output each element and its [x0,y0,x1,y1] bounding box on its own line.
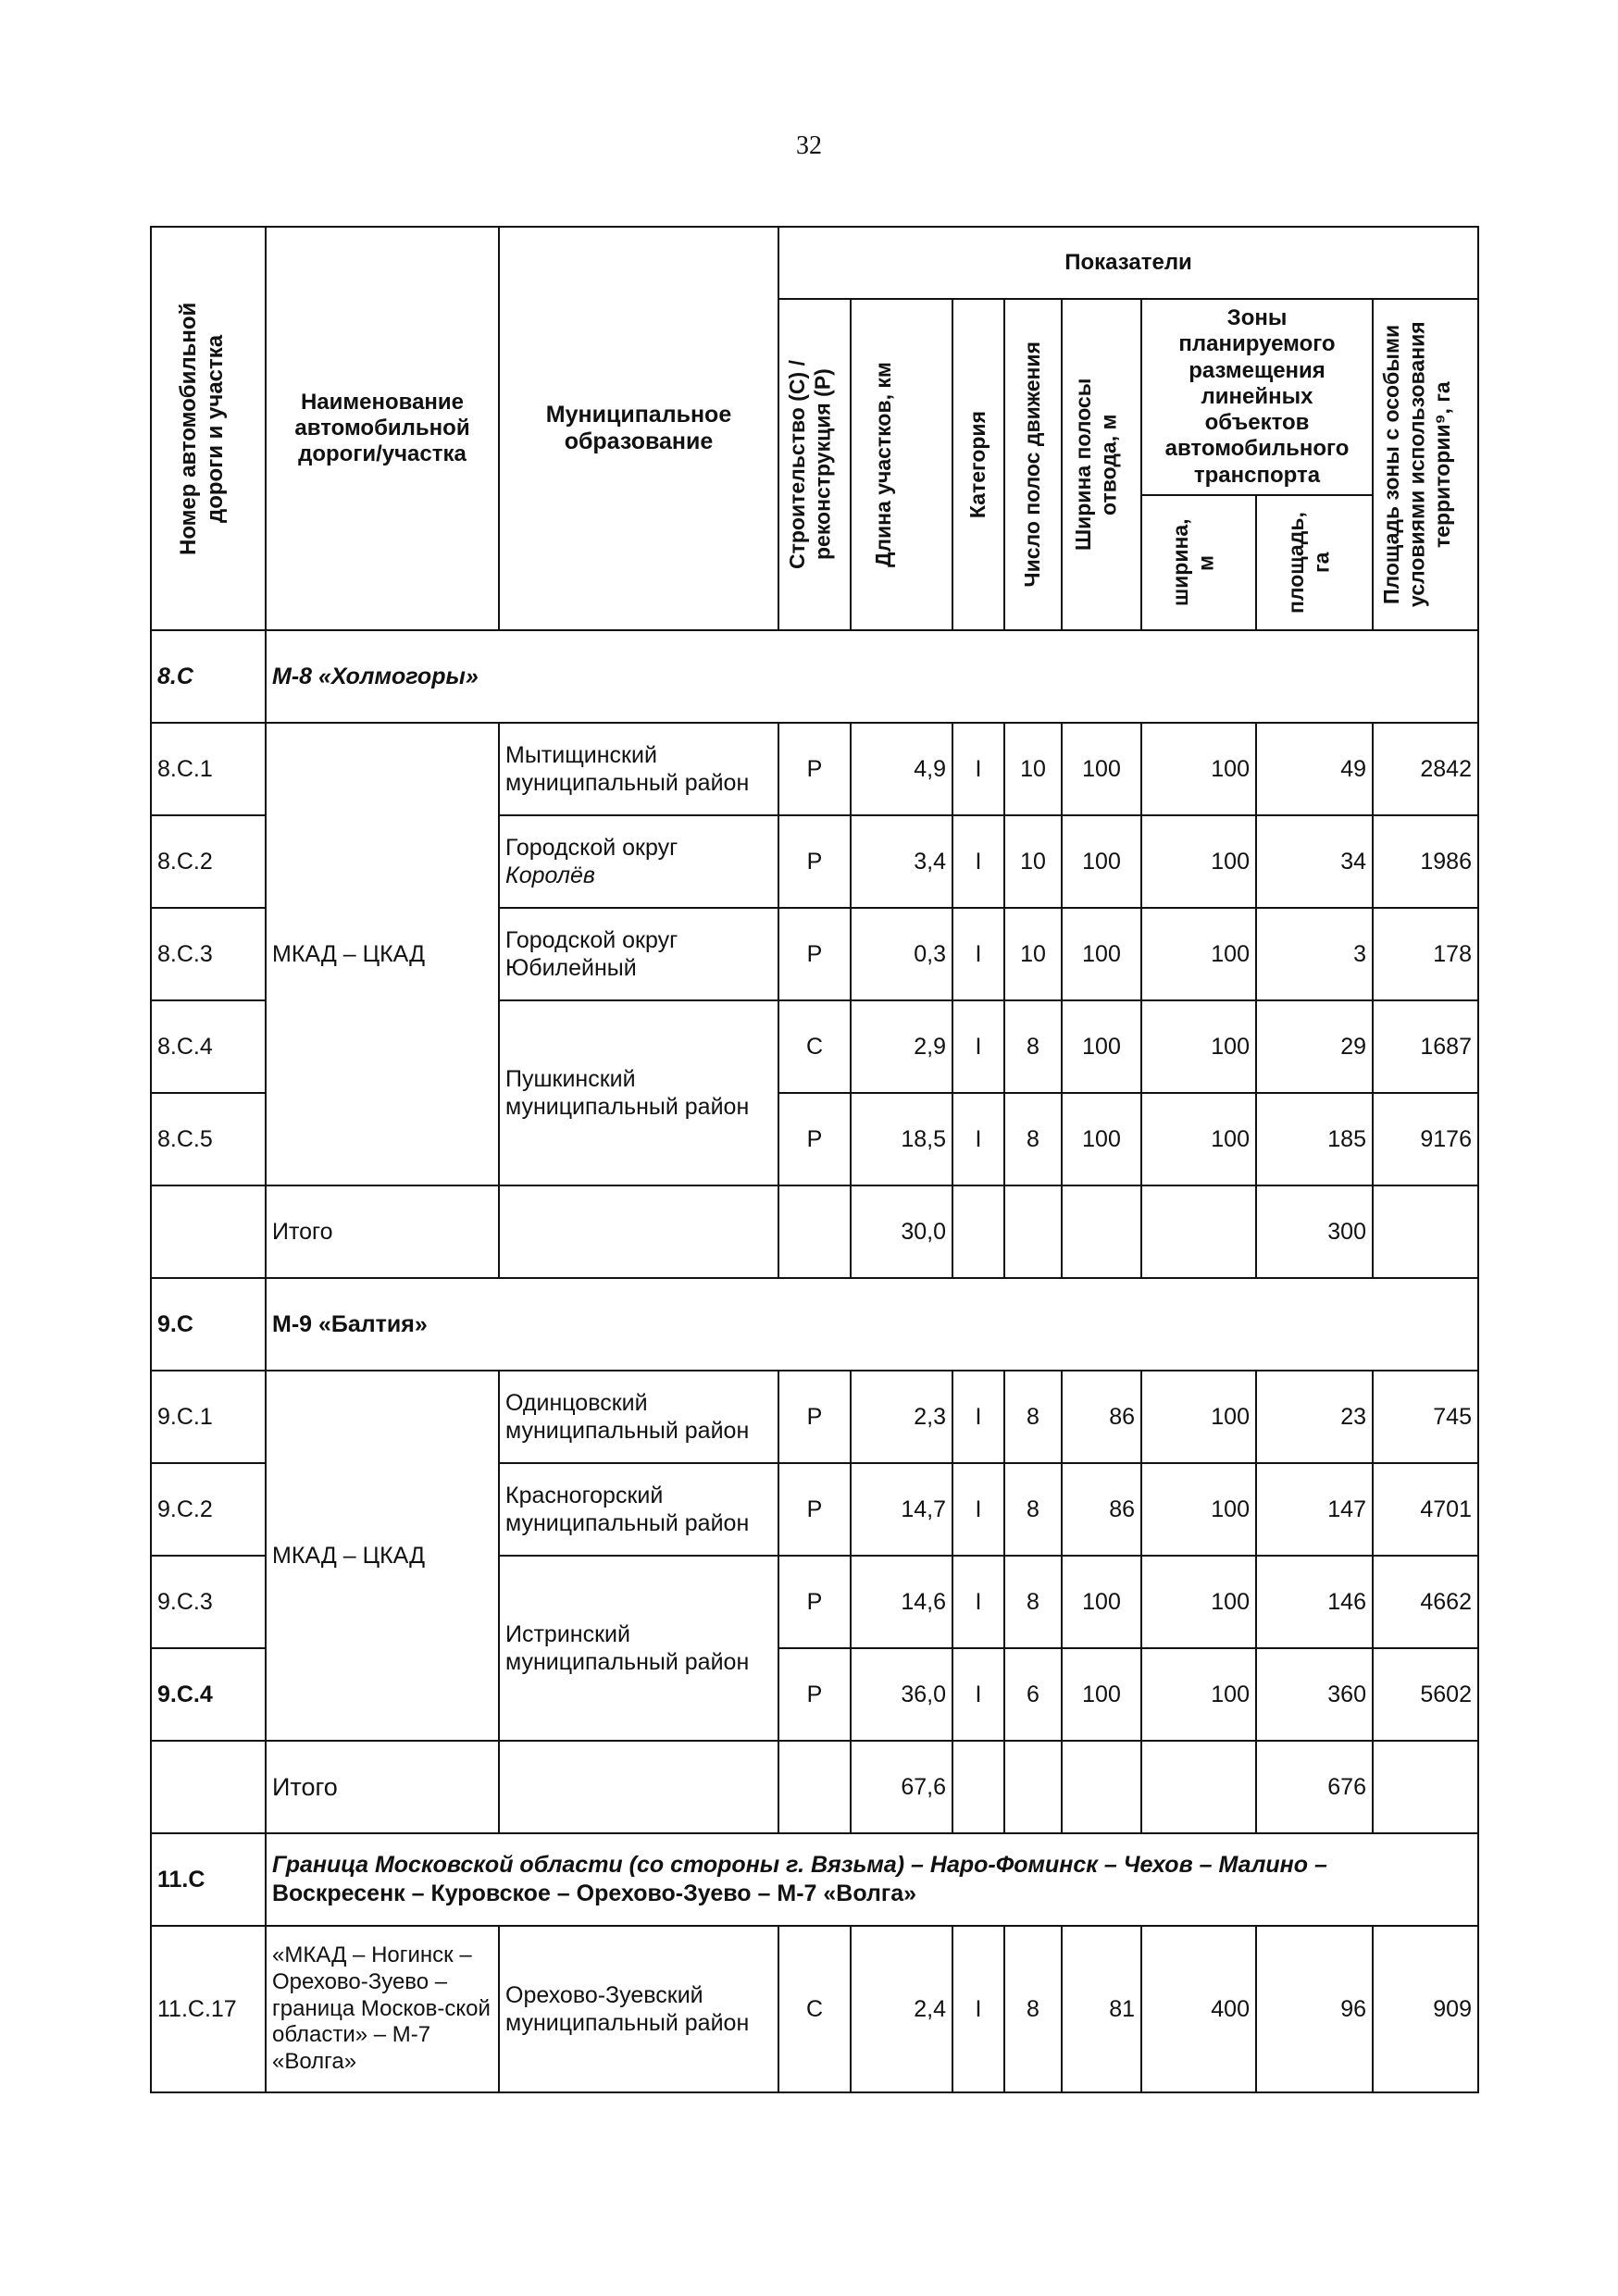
row-width-cell: 100 [1062,1000,1141,1093]
header-municipality: Муниципальное образование [499,227,778,630]
municipality-cell [499,815,778,908]
type-cell: С [778,1000,851,1093]
header-category: Категория [952,299,1004,630]
category-cell: I [952,723,1004,815]
zone-area-cell: 23 [1256,1371,1373,1463]
length-cell: 3,4 [851,815,952,908]
special-area-cell: 178 [1373,908,1478,1000]
table-row [151,1371,1478,1463]
zone-area-cell: 96 [1256,1926,1373,2092]
section-row [151,630,1478,723]
zone-area-cell: 3 [1256,908,1373,1000]
category-cell: I [952,815,1004,908]
zone-area-cell: 146 [1256,1556,1373,1648]
zone-width-cell: 100 [1141,1371,1256,1463]
type-cell: Р [778,1648,851,1741]
row-code: 9.С.4 [151,1648,266,1741]
section-code: 11.С [151,1833,266,1926]
zone-width-cell: 100 [1141,908,1256,1000]
total-zone-area: 676 [1256,1741,1373,1833]
zone-width-cell: 100 [1141,1556,1256,1648]
municipality-cell: Мытищинский муниципальный район [499,723,778,815]
section-code: 9.С [151,1278,266,1371]
row-code: 8.С.5 [151,1093,266,1185]
category-cell: I [952,1463,1004,1556]
segment-name: МКАД – ЦКАД [266,723,499,1185]
total-label: Итого [266,1185,499,1278]
page-number: 32 [796,131,822,160]
header-special-area: Площадь зоны с особыми условиями использования территории⁹, га [1373,299,1478,630]
section-code: 8.С [151,630,266,723]
length-cell: 14,6 [851,1556,952,1648]
row-width-cell: 100 [1062,815,1141,908]
header-length: Длина участков, км [851,299,952,630]
type-cell: Р [778,1093,851,1185]
zone-area-cell: 29 [1256,1000,1373,1093]
row-code: 9.С.3 [151,1556,266,1648]
row-width-cell: 100 [1062,1093,1141,1185]
header-zones: Зоны планируемого размещения линейных объектов автомобильного транспорта [1141,299,1373,495]
row-code: 8.С.3 [151,908,266,1000]
municipality-cell: Истринский муниципальный район [499,1556,778,1741]
section-row [151,1833,1478,1926]
roads-table [150,226,1479,2093]
zone-area-cell: 147 [1256,1463,1373,1556]
lanes-cell: 10 [1004,908,1062,1000]
lanes-cell: 6 [1004,1648,1062,1741]
total-length: 67,6 [851,1741,952,1833]
row-width-cell: 100 [1062,908,1141,1000]
total-label: Итого [266,1741,499,1833]
type-cell: Р [778,723,851,815]
municipality-cell: Пушкинский муниципальный район [499,1000,778,1185]
type-cell: Р [778,1556,851,1648]
row-code: 9.С.2 [151,1463,266,1556]
special-area-cell: 4662 [1373,1556,1478,1648]
special-area-cell: 9176 [1373,1093,1478,1185]
type-cell: Р [778,1463,851,1556]
municipality-cell: Одинцовский муниципальный район [499,1371,778,1463]
lanes-cell: 8 [1004,1093,1062,1185]
total-row [151,1185,1478,1278]
special-area-cell: 4701 [1373,1463,1478,1556]
length-cell: 18,5 [851,1093,952,1185]
category-cell: I [952,1000,1004,1093]
row-code: 11.С.17 [151,1926,266,2092]
special-area-cell: 745 [1373,1371,1478,1463]
category-cell: I [952,1556,1004,1648]
zone-area-cell: 360 [1256,1648,1373,1741]
lanes-cell: 8 [1004,1000,1062,1093]
total-row [151,1741,1478,1833]
total-length: 30,0 [851,1185,952,1278]
municipality-cell: Орехово-Зуевский муниципальный район [499,1926,778,2092]
section-title: М-8 «Холмогоры» [266,630,1478,723]
length-cell: 4,9 [851,723,952,815]
zone-width-cell: 100 [1141,1648,1256,1741]
row-code: 9.С.1 [151,1371,266,1463]
category-cell: I [952,1648,1004,1741]
category-cell: I [952,1926,1004,2092]
header-zone-width: ширина, м [1141,495,1256,630]
special-area-cell: 909 [1373,1926,1478,2092]
type-cell: Р [778,1371,851,1463]
header-row-width: Ширина полосы отвода, м [1062,299,1141,630]
lanes-cell: 10 [1004,815,1062,908]
zone-area-cell: 49 [1256,723,1373,815]
zone-area-cell: 185 [1256,1093,1373,1185]
section-title-line2: Воскресенк – Куровское – Орехово-Зуево – М-7 «Волга» [272,1880,917,1906]
header-road-name: Наименование автомобильной дороги/участка [266,227,499,630]
municipality-line1: Городской округ [505,835,678,861]
row-code: 8.С.2 [151,815,266,908]
header-zone-area: площадь, га [1256,495,1373,630]
zone-width-cell: 100 [1141,815,1256,908]
table-row [151,1926,1478,2092]
municipality-line2: Королёв [505,863,595,888]
section-title-line1: Граница Московской области (со стороны г. Вязьма) – Наро-Фоминск – Чехов – Малино – [272,1851,1327,1878]
zone-width-cell: 100 [1141,1093,1256,1185]
category-cell: I [952,1371,1004,1463]
zone-width-cell: 100 [1141,1463,1256,1556]
zone-width-cell: 400 [1141,1926,1256,2092]
header-indicators: Показатели [778,227,1478,299]
category-cell: I [952,1093,1004,1185]
special-area-cell: 2842 [1373,723,1478,815]
header-road-number: Номер автомобильной дороги и участка [151,227,266,630]
special-area-cell: 1986 [1373,815,1478,908]
row-width-cell: 100 [1062,1556,1141,1648]
lanes-cell: 8 [1004,1371,1062,1463]
length-cell: 36,0 [851,1648,952,1741]
municipality-cell: Красногорский муниципальный район [499,1463,778,1556]
zone-width-cell: 100 [1141,723,1256,815]
length-cell: 2,9 [851,1000,952,1093]
row-width-cell: 86 [1062,1371,1141,1463]
special-area-cell: 1687 [1373,1000,1478,1093]
row-width-cell: 100 [1062,723,1141,815]
zone-area-cell: 34 [1256,815,1373,908]
lanes-cell: 8 [1004,1463,1062,1556]
length-cell: 2,4 [851,1926,952,2092]
type-cell: Р [778,815,851,908]
segment-name: МКАД – ЦКАД [266,1371,499,1741]
table-row [151,723,1478,815]
row-code: 8.С.4 [151,1000,266,1093]
length-cell: 0,3 [851,908,952,1000]
header-lanes: Число полос движения [1004,299,1062,630]
section-title: М-9 «Балтия» [266,1278,1478,1371]
row-width-cell: 81 [1062,1926,1141,2092]
section-title [266,1833,1478,1926]
length-cell: 14,7 [851,1463,952,1556]
zone-width-cell: 100 [1141,1000,1256,1093]
length-cell: 2,3 [851,1371,952,1463]
category-cell: I [952,908,1004,1000]
lanes-cell: 8 [1004,1926,1062,2092]
row-width-cell: 100 [1062,1648,1141,1741]
type-cell: С [778,1926,851,2092]
road-name-cell: «МКАД – Ногинск – Орехово-Зуево – граница Москов-ской области» – М-7 «Волга» [266,1926,499,2092]
section-row [151,1278,1478,1371]
row-code: 8.С.1 [151,723,266,815]
row-width-cell: 86 [1062,1463,1141,1556]
lanes-cell: 10 [1004,723,1062,815]
header-construction: Строительство (С) / реконструкция (Р) [778,299,851,630]
special-area-cell: 5602 [1373,1648,1478,1741]
lanes-cell: 8 [1004,1556,1062,1648]
type-cell: Р [778,908,851,1000]
municipality-cell: Городской округ Юбилейный [499,908,778,1000]
total-zone-area: 300 [1256,1185,1373,1278]
